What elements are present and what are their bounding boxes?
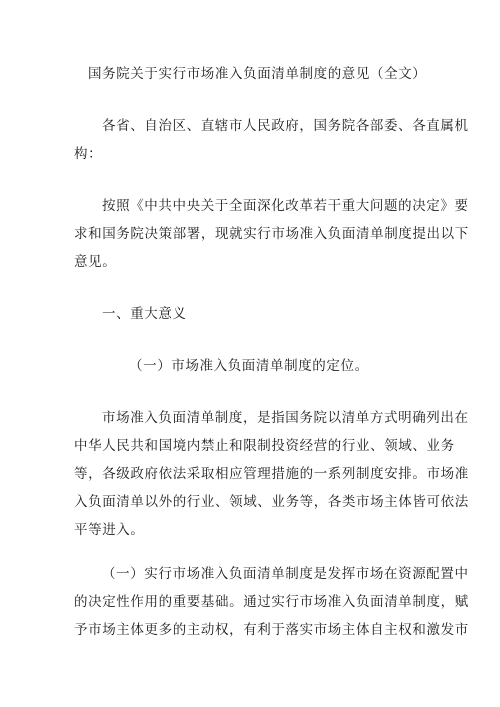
intro-line-3: 意见。 bbox=[74, 254, 117, 270]
paragraph-2-line-3: 予市场主体更多的主动权，有利于落实市场主体自主权和激发市 bbox=[74, 622, 469, 638]
paragraph-2-line-1: （一）实行市场准入负面清单制度是发挥市场在资源配置中 bbox=[102, 566, 469, 582]
section-heading: 一、重大意义 bbox=[102, 306, 187, 322]
subsection-heading: （一）市场准入负面清单制度的定位。 bbox=[129, 358, 369, 374]
intro-line-1: 按照《中共中央关于全面深化改革若干重大问题的决定》要 bbox=[102, 198, 469, 214]
addressee-line-1: 各省、自治区、直辖市人民政府，国务院各部委、各直属机 bbox=[102, 118, 469, 134]
paragraph-1-line-1: 市场准入负面清单制度，是指国务院以清单方式明确列出在 bbox=[102, 410, 469, 426]
paragraph-1-line-3: 等，各级政府依法采取相应管理措施的一系列制度安排。市场准 bbox=[74, 466, 469, 482]
paragraph-1-line-4: 入负面清单以外的行业、领域、业务等，各类市场主体皆可依法 bbox=[74, 494, 469, 510]
paragraph-1-line-2: 中华人民共和国境内禁止和限制投资经营的行业、领域、业务 bbox=[74, 438, 455, 454]
document-title: 国务院关于实行市场准入负面清单制度的意见（全文） bbox=[88, 66, 427, 82]
paragraph-2-line-2: 的决定性作用的重要基础。通过实行市场准入负面清单制度，赋 bbox=[74, 594, 469, 610]
paragraph-1-line-5: 平等进入。 bbox=[74, 522, 145, 538]
addressee-line-2: 构： bbox=[74, 146, 103, 162]
intro-line-2: 求和国务院决策部署，现就实行市场准入负面清单制度提出以下 bbox=[74, 226, 469, 242]
